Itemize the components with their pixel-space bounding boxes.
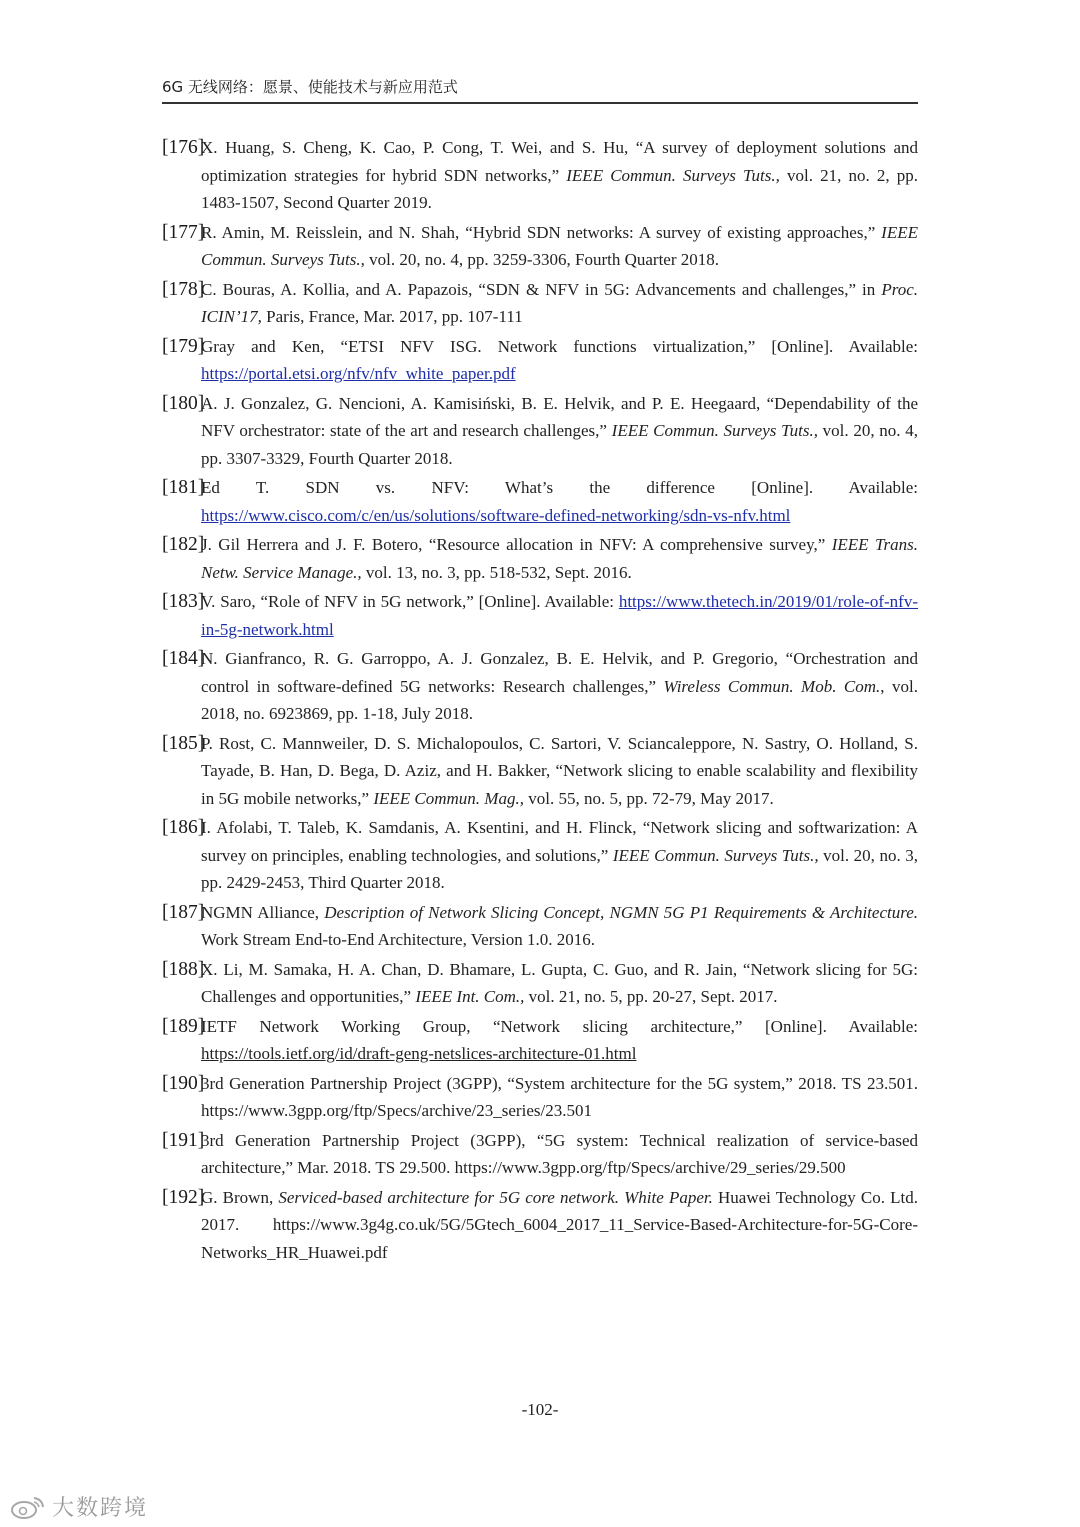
reference-text: [201, 956, 918, 1011]
reference-item: [162, 531, 918, 586]
reference-number: [192]: [162, 1186, 205, 1208]
reference-source-title: Serviced-based architecture for 5G core network. White Paper.: [278, 1187, 713, 1207]
reference-segment: P. Rost, C. Mannweiler, D. S. Michalopoulos, C. Sartori, V. Sciancaleppore, N. Sastry, O. Holland, S. Tayade, B. Han, D. Bega, D. Aziz, and H. Bakker, “Network slicing to enable scalability and flexibility in 5G mobile networks,”: [201, 733, 918, 808]
reference-item: [162, 1070, 918, 1125]
reference-segment: vol. 20, no. 3, pp. 2429-2453, Third Quarter 2018.: [201, 845, 918, 892]
reference-text: [201, 134, 918, 217]
reference-text: [201, 730, 918, 813]
reference-segment: IETF Network Working Group, “Network slicing architecture,” [Online]. Available:: [201, 1016, 918, 1036]
reference-source-title: Description of Network Slicing Concept, NGMN 5G P1 Requirements & Architecture.: [324, 902, 918, 922]
reference-segment: C. Bouras, A. Kollia, and A. Papazois, “SDN & NFV in 5G: Advancements and challenges,” in: [201, 279, 882, 299]
reference-text: [201, 333, 918, 388]
reference-number: [187]: [162, 901, 205, 923]
reference-segment: V. Saro, “Role of NFV in 5G network,” [Online]. Available:: [201, 592, 619, 611]
reference-item: [162, 814, 918, 897]
reference-segment: vol. 13, no. 3, pp. 518-532, Sept. 2016.: [361, 562, 632, 582]
reference-item: [162, 333, 918, 388]
reference-segment: A. J. Gonzalez, G. Nencioni, A. Kamisiński, B. E. Helvik, and P. E. Heegaard, “Dependability of the NFV orchestrator: state of the art and research challenges,”: [201, 393, 918, 440]
reference-number: [183]: [162, 591, 205, 612]
reference-item: [162, 1013, 918, 1068]
reference-item: [162, 730, 918, 813]
reference-number: [191]: [162, 1129, 205, 1151]
reference-text: [201, 645, 918, 728]
reference-source-title: IEEE Trans. Netw. Service Manage.,: [201, 535, 919, 582]
reference-link[interactable]: https://portal.etsi.org/nfv/nfv_white_paper.pdf: [201, 364, 516, 383]
reference-number: [180]: [162, 392, 205, 414]
running-header: [162, 76, 918, 104]
reference-text: [201, 276, 918, 331]
reference-source-title: IEEE Commun. Surveys Tuts.,: [611, 421, 818, 440]
reference-segment: J. Gil Herrera and J. F. Botero, “Resource allocation in NFV: A comprehensive survey,”: [201, 535, 832, 554]
reference-item: [162, 1127, 918, 1182]
reference-segment: R. Amin, M. Reisslein, and N. Shah, “Hybrid SDN networks: A survey of existing approaches,”: [201, 222, 882, 242]
reference-number: [186]: [162, 817, 205, 838]
reference-source-title: IEEE Commun. Mag.,: [373, 788, 524, 808]
reference-text: [201, 390, 918, 473]
reference-segment: vol. 21, no. 2, pp. 1483-1507, Second Quarter 2019.: [201, 165, 918, 212]
header-title: 6G 无线网络：愿景、使能技术与新应用范式: [162, 78, 458, 96]
reference-segment: vol. 20, no. 4, pp. 3307-3329, Fourth Quarter 2018.: [201, 421, 918, 468]
watermark: [10, 1491, 148, 1522]
reference-source-title: IEEE Int. Com.,: [415, 987, 525, 1006]
reference-text: [201, 814, 918, 897]
reference-text: [201, 1013, 918, 1068]
reference-number: [184]: [162, 648, 205, 669]
reference-link[interactable]: https://tools.ietf.org/id/draft-geng-netslices-architecture-01.html: [201, 1044, 637, 1063]
reference-source-title: IEEE Commun. Surveys Tuts.,: [566, 165, 780, 185]
reference-item: [162, 645, 918, 728]
reference-segment: Gray and Ken, “ETSI NFV ISG. Network functions virtualization,” [Online]. Available:: [201, 336, 918, 356]
reference-segment: Work Stream End-to-End Architecture, Version 1.0. 2016.: [201, 930, 595, 949]
reference-segment: X. Huang, S. Cheng, K. Cao, P. Cong, T. Wei, and S. Hu, “A survey of deployment solutions and optimization strategies for hybrid SDN networks,”: [201, 138, 918, 185]
reference-item: [162, 219, 918, 274]
reference-source-title: Proc. ICIN’17,: [201, 279, 918, 326]
reference-segment: Ed T. SDN vs. NFV: What’s the difference [Online]. Available:: [201, 478, 918, 497]
reference-text: [201, 219, 918, 274]
reference-item: [162, 474, 918, 529]
reference-text: [201, 1070, 918, 1125]
reference-number: [178]: [162, 278, 205, 300]
reference-segment: vol. 55, no. 5, pp. 72-79, May 2017.: [523, 788, 774, 808]
reference-source-title: IEEE Commun. Surveys Tuts.,: [201, 222, 918, 269]
reference-segment: vol. 20, no. 4, pp. 3259-3306, Fourth Quarter 2018.: [364, 250, 720, 269]
reference-item: [162, 899, 918, 954]
reference-number: [182]: [162, 534, 205, 555]
reference-number: [190]: [162, 1072, 205, 1094]
reference-list: [162, 134, 918, 1268]
reference-text: [201, 474, 918, 529]
reference-segment: 3rd Generation Partnership Project (3GPP), “5G system: Technical realization of service-based architecture,” Mar. 2018. TS 29.500. https://www.3gpp.org/ftp/Specs/archive/29_series/29.500: [201, 1130, 918, 1177]
reference-segment: I. Afolabi, T. Taleb, K. Samdanis, A. Ksentini, and H. Flinck, “Network slicing and softwarization: A survey on principles, enabling technologies, and solutions,”: [201, 818, 918, 865]
reference-link[interactable]: https://www.cisco.com/c/en/us/solutions/software-defined-networking/sdn-vs-nfv.html: [201, 505, 791, 525]
reference-number: [181]: [162, 477, 205, 498]
reference-text: [201, 531, 918, 586]
reference-segment: G. Brown,: [201, 1187, 279, 1207]
reference-source-title: IEEE Commun. Surveys Tuts.,: [612, 845, 819, 865]
reference-segment: NGMN Alliance,: [201, 902, 325, 922]
reference-item: [162, 956, 918, 1011]
reference-segment: 3rd Generation Partnership Project (3GPP), “System architecture for the 5G system,” 2018. TS 23.501. https://www.3gpp.org/ftp/Specs/archive/23_series/23.501: [201, 1073, 918, 1120]
reference-item: [162, 588, 918, 643]
reference-item: [162, 134, 918, 217]
reference-segment: vol. 21, no. 5, pp. 20-27, Sept. 2017.: [524, 987, 778, 1006]
reference-segment: X. Li, M. Samaka, H. A. Chan, D. Bhamare, L. Gupta, C. Guo, and R. Jain, “Network slicing for 5G: Challenges and opportunities,”: [201, 959, 918, 1006]
reference-item: [162, 390, 918, 473]
reference-segment: Huawei Technology Co. Ltd. 2017. https://www.3g4g.co.uk/5G/5Gtech_6004_2017_11_Service-Based-Architecture-for-5G-Core-Networks_HR_Huawei.pdf: [201, 1187, 918, 1262]
reference-segment: , vol. 2018, no. 6923869, pp. 1-18, July 2018.: [201, 676, 918, 723]
reference-source-title: Wireless Commun. Mob. Com.: [663, 676, 881, 696]
reference-link[interactable]: https://www.thetech.in/2019/01/role-of-nfv-in-5g-network.html: [201, 592, 918, 639]
reference-text: [201, 1127, 918, 1182]
reference-number: [188]: [162, 958, 205, 980]
reference-item: [162, 1184, 918, 1267]
reference-number: [177]: [162, 221, 205, 243]
reference-text: [201, 1184, 918, 1267]
weibo-logo-icon: [10, 1494, 46, 1520]
reference-text: [201, 588, 918, 643]
reference-text: [201, 899, 918, 954]
watermark-text: 大数跨境: [52, 1496, 149, 1521]
reference-number: [179]: [162, 335, 205, 357]
reference-number: [185]: [162, 732, 205, 754]
reference-segment: Paris, France, Mar. 2017, pp. 107-111: [261, 307, 523, 326]
reference-item: [162, 276, 918, 331]
page-number: -102-: [521, 1400, 559, 1419]
reference-segment: N. Gianfranco, R. G. Garroppo, A. J. Gonzalez, B. E. Helvik, and P. Gregorio, “Orchestration and control in software-defined 5G networks: Research challenges,”: [201, 649, 918, 696]
reference-number: [176]: [162, 137, 205, 158]
reference-number: [189]: [162, 1015, 205, 1037]
